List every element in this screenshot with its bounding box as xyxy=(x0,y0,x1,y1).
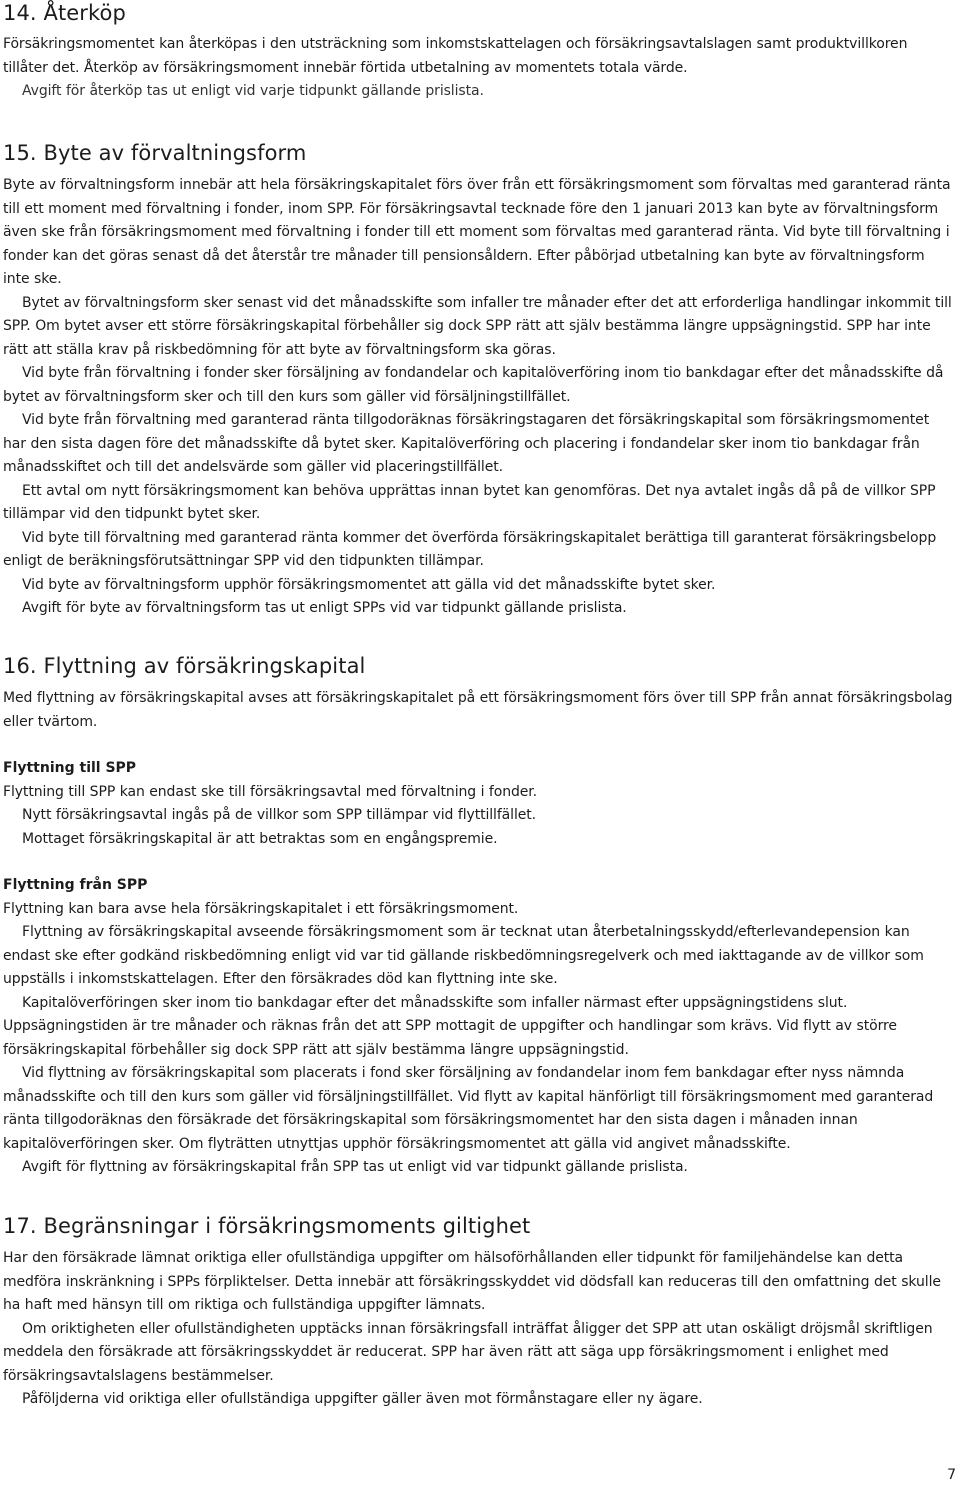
subsection-heading: Flyttning till SPP xyxy=(3,760,137,776)
paragraph: Vid byte till förvaltning med garanterad ränta kommer det överförda försäkringskapitalet berättiga till garanterat försäkringsbelopp enligt de beräkningsförutsättningar SPP vid den tidpunkten tillämpar. xyxy=(3,529,937,569)
section-heading: 14. Återköp xyxy=(3,1,126,25)
paragraph: Flyttning kan bara avse hela försäkringskapitalet i ett försäkringsmoment. xyxy=(3,900,519,917)
paragraph: Flyttning till SPP kan endast ske till försäkringsavtal med förvaltning i fonder. xyxy=(3,783,538,800)
paragraph: Vid byte från förvaltning i fonder sker försäljning av fondandelar och kapitalöverföring inom tio bankdagar efter det månadsskifte då bytet av förvaltningsform sker och till den kurs som gäller vid försäljningstillfället. xyxy=(3,365,944,405)
paragraph: Ett avtal om nytt försäkringsmoment kan behöva upprättas innan bytet kan genomföras. Det nya avtalet ingås då på de villkor SPP tillämpar vid den tidpunkt bytet sker. xyxy=(3,482,936,522)
paragraph: Om oriktigheten eller ofullständigheten upptäcks innan försäkringsfall inträffat åligger det SPP att utan oskäligt dröjsmål skriftligen meddela den försäkrade att försäkringsskyddet är reducerat. SPP har även rätt att säga upp försäkringsmoment i enlighet med försäkringsavtalslagens bestämmelser. xyxy=(3,1320,933,1384)
paragraph: Avgift för flyttning av försäkringskapital från SPP tas ut enligt vid var tidpunkt gällande prislista. xyxy=(22,1159,688,1175)
section-17 xyxy=(3,1213,953,1412)
paragraph: Vid byte av förvaltningsform upphör försäkringsmomentet att gälla vid det månadsskifte bytet sker. xyxy=(22,576,716,593)
section-16 xyxy=(3,653,953,1180)
paragraph: Byte av förvaltningsform innebär att hela försäkringskapitalet förs över från ett försäkringsmoment som förvaltas med garanterad ränta till ett moment med förvaltning i fonder, inom SPP. För försäkringsavtal tecknade före den 1 januari 2013 kan byte av förvaltningsform även ske från försäkringsmoment med förvaltning i fonder till ett moment som förvaltas med garanterad ränta. Vid byte till förvaltning i fonder kan det göras senast då det återstår tre månader till pensionsåldern. Efter påbörjad utbetalning kan byte av förvaltningsform inte ske. xyxy=(3,177,951,287)
section-14 xyxy=(3,0,953,104)
section-15 xyxy=(3,140,953,621)
subsection-heading: Flyttning från SPP xyxy=(3,877,148,893)
paragraph: Påföljderna vid oriktiga eller ofullständiga uppgifter gäller även mot förmånstagare eller ny ägare. xyxy=(22,1391,703,1407)
paragraph: Försäkringsmomentet kan återköpas i den utsträckning som inkomstskattelagen och försäkringsavtalslagen samt produktvillkoren tillåter det. Återköp av försäkringsmoment innebär förtida utbetalning av momentets totala värde. xyxy=(3,36,908,76)
paragraph: Vid byte från förvaltning med garanterad ränta tillgodoräknas försäkringstagaren det försäkringskapital som försäkringsmomentet har den sista dagen före det månadsskifte då bytet sker. Kapitalöverföring och placering i fondandelar sker inom tio bankdagar från månadsskiftet och till det andelsvärde som gäller vid placeringstillfället. xyxy=(3,412,930,475)
paragraph: Kapitalöverföringen sker inom tio bankdagar efter det månadsskifte som infaller närmast efter uppsägningstidens slut. Uppsägningstiden är tre månader och räknas från det att SPP mottagit de uppgifter och handlingar som krävs. Vid flytt av större försäkringskapital förbehåller sig dock SPP rätt att själv bestämma längre uppsägningstid. xyxy=(3,994,897,1058)
section-heading: 17. Begränsningar i försäkringsmoments giltighet xyxy=(3,1214,531,1238)
section-heading: 16. Flyttning av försäkringskapital xyxy=(3,654,366,678)
section-heading: 15. Byte av förvaltningsform xyxy=(3,141,307,165)
paragraph: Har den försäkrade lämnat oriktiga eller ofullständiga uppgifter om hälsoförhållanden eller tidpunkt för familjehändelse kan detta medföra inskränkning i SPPs förpliktelser. Detta innebär att försäkringsskyddet vid dödsfall kan reduceras till den omfattning det skulle ha haft med hänsyn till om riktiga och fullständiga uppgifter lämnats. xyxy=(3,1250,941,1313)
paragraph: Nytt försäkringsavtal ingås på de villkor som SPP tillämpar vid flyttillfället. xyxy=(22,807,536,823)
paragraph: Avgift för återköp tas ut enligt vid varje tidpunkt gällande prislista. xyxy=(22,83,484,99)
paragraph: Vid flyttning av försäkringskapital som placerats i fond sker försäljning av fondandelar inom fem bankdagar efter nyss nämnda månadsskifte och till den kurs som gäller vid försäljningstillfället. Vid flytt av kapital hänförligt till försäkringsmoment med garanterad ränta tillgodoräknas den försäkrade det försäkringskapital som försäkringsmomentet har den sista dagen i månaden innan kapitalöverföringen sker. Om flyträtten utnyttjas upphör försäkringsmomentet att gälla vid angivet månadsskifte. xyxy=(3,1065,934,1152)
paragraph: Flyttning av försäkringskapital avseende försäkringsmoment som är tecknat utan återbetalningsskydd/efterlevandepension kan endast ske efter godkänd riskbedömning enligt vid var tid gällande riskbedömningsregelverk och med iakttagande av de villkor som uppställs i inkomstskattelagen. Efter den försäkrades död kan flyttning inte ske. xyxy=(3,924,924,987)
page-number: 7 xyxy=(947,1467,956,1483)
paragraph: Bytet av förvaltningsform sker senast vid det månadsskifte som infaller tre månader efter det att erforderliga handlingar inkommit till SPP. Om bytet avser ett större försäkringskapital förbehåller sig dock SPP rätt att själv bestämma längre uppsägningstid. SPP har inte rätt att ställa krav på riskbedömning för att byte av förvaltningsform ska göras. xyxy=(3,294,952,358)
paragraph: Med flyttning av försäkringskapital avses att försäkringskapitalet på ett försäkringsmoment förs över till SPP från annat försäkringsbolag eller tvärtom. xyxy=(3,690,953,730)
paragraph: Mottaget försäkringskapital är att betraktas som en engångspremie. xyxy=(22,830,498,847)
paragraph: Avgift för byte av förvaltningsform tas ut enligt SPPs vid var tidpunkt gällande prislista. xyxy=(22,600,627,616)
